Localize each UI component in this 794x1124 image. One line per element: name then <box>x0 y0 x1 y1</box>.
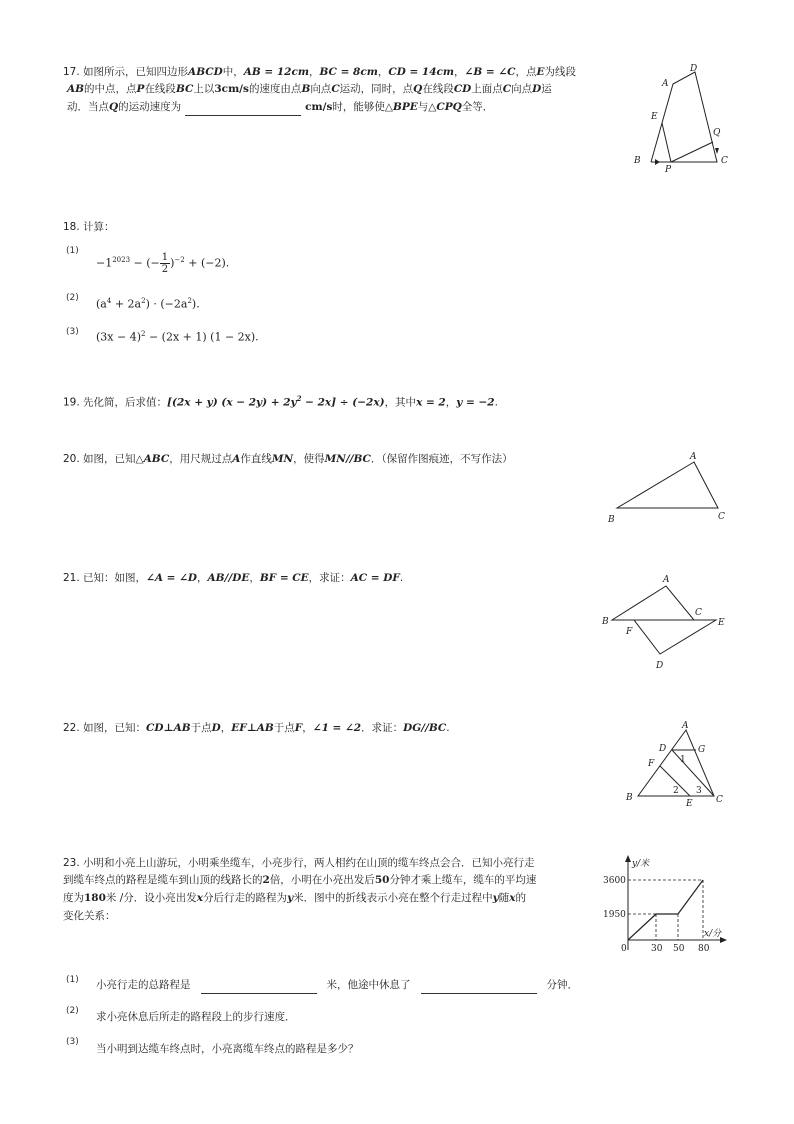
q23-text: 度为 <box>63 892 84 904</box>
q22-math: D <box>211 722 221 734</box>
q22-math: EF⊥AB <box>231 722 274 734</box>
q17-math: CD = 14cm <box>388 66 455 78</box>
q17-label-b: B <box>634 156 641 166</box>
q17-math: P <box>136 83 145 95</box>
q18-num2: (2) <box>66 293 79 303</box>
q21-text: . <box>399 572 404 584</box>
q17-text: ，点 <box>515 66 537 78</box>
q18-frac-den: 2 <box>161 264 169 275</box>
q17-label-q: Q <box>713 128 721 138</box>
q17-label-d: D <box>690 64 698 74</box>
q22-text: 于点 <box>273 722 295 734</box>
q17-text: 中， <box>222 66 244 78</box>
q23-ytick-3600: 3600 <box>603 876 626 886</box>
q19-text: . <box>494 396 498 409</box>
q17-math: ABCD <box>188 66 223 78</box>
q17-figure <box>628 62 733 177</box>
q22-text: . <box>446 722 450 734</box>
q18-expr3-exp: 2 <box>141 330 146 338</box>
q23-line2 <box>63 871 536 889</box>
q22-text: ．求证： <box>361 722 404 734</box>
q17-label-p: P <box>665 165 672 175</box>
q23-math: x <box>509 892 516 904</box>
q23-text: 随 <box>498 892 510 904</box>
q20-label-a: A <box>690 452 697 462</box>
q23-line4: 变化关系： <box>63 910 116 922</box>
q20-text: ．（保留作图痕迹，不写作法） <box>370 453 513 465</box>
q19-text: 19. 先化简，后求值： <box>63 396 168 409</box>
q23-math: 180 <box>84 892 106 904</box>
q22-label-e: E <box>686 799 693 809</box>
q22-label-f: F <box>648 759 655 769</box>
q23-graph <box>598 852 740 958</box>
q21-label-d: D <box>656 661 664 671</box>
q23-ytick-1950: 1950 <box>603 910 626 920</box>
q23-math: 50 <box>374 874 390 886</box>
q21-text: ， <box>197 572 208 584</box>
q23-xtick-30: 30 <box>651 944 663 954</box>
q22-math: DG//BC <box>403 722 447 734</box>
q17-text: 动．当点 <box>67 101 109 113</box>
q18-frac-num: 1 <box>161 252 169 263</box>
q20-text: ，使得 <box>293 453 325 465</box>
q20-math: A <box>232 453 241 465</box>
q21-label-b: B <box>602 617 609 627</box>
q23-sub1 <box>96 976 578 994</box>
q22-text: ， <box>220 722 232 734</box>
q17-label-a: A <box>662 79 669 89</box>
q23-xtick-50: 50 <box>673 944 685 954</box>
q23-num1: (1) <box>66 975 79 985</box>
q19-exp: 2 <box>296 394 302 403</box>
q22-math: CD⊥AB <box>146 722 191 734</box>
q18-expr3 <box>96 330 259 344</box>
q19-math: y = −2 <box>456 396 495 409</box>
q18-fraction <box>160 252 170 275</box>
q20-text: 作直线 <box>240 453 272 465</box>
q22-math: F <box>294 722 303 734</box>
q22-text: 22. 如图，已知： <box>63 722 147 734</box>
q19-line <box>63 390 498 412</box>
q19-text: ， <box>445 396 457 409</box>
q17-math: △CPQ <box>428 101 462 113</box>
q22-label-g: G <box>698 745 706 755</box>
q20-figure <box>600 448 740 528</box>
q23-xtick-0: 0 <box>621 944 627 954</box>
q17-text: ， <box>454 66 465 78</box>
q22-label-c: C <box>716 795 723 805</box>
q22-math: ∠1 = ∠2 <box>312 722 362 734</box>
q17-line2 <box>67 80 552 98</box>
q23-line1: 23. 小明和小亮上山游玩，小明乘坐缆车，小亮步行，两人相约在山顶的缆车终点会合．已知小亮行走 <box>63 857 535 869</box>
q20-text: 20. 如图，已知 <box>63 453 136 465</box>
q20-math: MN <box>271 453 294 465</box>
q17-answer-blank[interactable] <box>185 103 301 116</box>
q21-label-c: C <box>695 608 702 618</box>
q22-text: ， <box>302 722 313 734</box>
q17-math: AB <box>67 83 85 95</box>
q18-expr2 <box>96 297 200 311</box>
q21-math: AC = DF <box>350 572 400 584</box>
q18-expr2-part: + 2a <box>111 297 142 311</box>
q23-sub1-text: 米，他途中休息了 <box>326 979 411 991</box>
q17-text: 的中点，点 <box>84 83 137 95</box>
q23-xtick-80: 80 <box>698 944 710 954</box>
q17-math: D <box>532 83 542 95</box>
q21-math: AB//DE <box>207 572 250 584</box>
q18-expr1-part: ) <box>170 256 175 270</box>
q18-expr2-part: ) · (−2a <box>145 297 188 311</box>
q18-expr1-part: −1 <box>96 256 113 270</box>
q17-text: 上面点 <box>471 83 503 95</box>
q18-expr2-exp: 4 <box>106 297 112 305</box>
q17-text: 时，能够使 <box>332 101 385 113</box>
q17-math: 3cm/s <box>214 83 249 95</box>
q18-expr3-part: − (2x + 1) (1 − 2x). <box>145 330 259 344</box>
q18-num3: (3) <box>66 327 79 337</box>
q17-text: 向点 <box>511 83 533 95</box>
q19-math: − 2x] ÷ (−2x) <box>301 396 385 409</box>
q17-text: 的运动速度为 <box>118 101 182 113</box>
q19-text: ，其中 <box>384 396 417 409</box>
q17-math: CD <box>453 83 472 95</box>
q23-sub1-text: 分钟． <box>546 979 578 991</box>
q21-label-f: F <box>626 627 633 637</box>
q17-math: C <box>331 83 340 95</box>
q23-text: 倍，小明在小亮出发后 <box>269 874 375 886</box>
q17-math: cm/s <box>305 101 333 113</box>
q17-math: Q <box>109 101 119 113</box>
q23-sub2: 求小亮休息后所走的路程段上的步行速度． <box>96 1011 296 1023</box>
q18-title: 18. 计算： <box>63 221 115 233</box>
q21-math: ∠A = ∠D <box>146 572 198 584</box>
q17-text: 运 <box>541 83 552 95</box>
q17-text: 为线段 <box>544 66 576 78</box>
q17-text: ， <box>308 66 320 78</box>
q17-text: 与 <box>417 101 429 113</box>
q23-line3 <box>63 889 526 907</box>
q20-line <box>63 450 513 468</box>
q22-label-b: B <box>626 793 633 803</box>
q17-label-e: E <box>651 112 658 122</box>
q23-num3: (3) <box>66 1037 79 1047</box>
q20-math: △ABC <box>135 453 170 465</box>
q23-text: 的 <box>515 892 527 904</box>
q23-blank-rest[interactable] <box>421 981 537 994</box>
q17-math: BC = 8cm <box>319 66 378 78</box>
q22-text: 于点 <box>190 722 212 734</box>
q23-graph-ylabel: y/米 <box>632 859 650 869</box>
q20-text: ，用尺规过点 <box>169 453 233 465</box>
q17-math: △BPE <box>384 101 418 113</box>
q17-text: 向点 <box>310 83 332 95</box>
q23-text: 分后行走的路程为 <box>203 892 288 904</box>
q22-line <box>63 719 450 737</box>
q18-expr1-part: − (− <box>130 256 160 270</box>
q21-figure <box>598 570 738 674</box>
q18-expr2-exp: 2 <box>187 297 192 305</box>
q20-label-b: B <box>608 515 615 525</box>
q18-expr2-part: ). <box>191 297 200 311</box>
q17-math: E <box>536 66 545 78</box>
q18-expr2-exp: 2 <box>141 297 146 305</box>
q17-line1 <box>63 63 576 81</box>
q21-label-e: E <box>718 618 725 628</box>
q23-math: x <box>196 892 204 904</box>
q22-figure <box>620 718 730 812</box>
q23-graph-xlabel: x/分 <box>704 929 722 939</box>
q17-math: C <box>502 83 512 95</box>
q17-label-c: C <box>721 156 728 166</box>
q20-label-c: C <box>718 512 725 522</box>
q18-expr1-exp: 2023 <box>112 255 131 264</box>
q23-text: 米 /分．设小亮出发 <box>105 892 197 904</box>
q18-expr2-part: (a <box>96 297 107 311</box>
q17-math: B <box>301 83 311 95</box>
q17-text: 上以 <box>193 83 215 95</box>
q22-angle-2: 2 <box>673 786 679 796</box>
q20-math: MN//BC <box>324 453 371 465</box>
q23-sub3: 当小明到达缆车终点时，小亮离缆车终点的路程是多少？ <box>96 1043 359 1055</box>
q23-text: 米．图中的折线表示小亮在整个行走过程中 <box>293 892 493 904</box>
q23-math: y <box>492 892 499 904</box>
q21-text: ，求证： <box>308 572 351 584</box>
q22-label-a: A <box>682 721 689 731</box>
q17-text: 在线段 <box>144 83 176 95</box>
q19-math: x = 2 <box>416 396 446 409</box>
q21-label-a: A <box>663 575 670 585</box>
q17-text: 的速度由点 <box>248 83 302 95</box>
q22-angle-3: 3 <box>696 786 702 796</box>
q18-expr1-part: + (−2). <box>184 256 230 270</box>
q23-num2: (2) <box>66 1006 79 1016</box>
q23-blank-total[interactable] <box>201 981 317 994</box>
q17-math: BC <box>175 83 194 95</box>
q17-math: Q <box>413 83 423 95</box>
q17-math: ∠B = ∠C <box>464 66 516 78</box>
q17-text: 17. 如图所示，已知四边形 <box>63 66 189 78</box>
q23-math: 2 <box>262 874 270 886</box>
q23-text: 分钟才乘上缆车，缆车的平均速 <box>389 874 537 886</box>
q21-math: BF = CE <box>259 572 309 584</box>
q18-expr1-exp: −2 <box>174 255 185 264</box>
q21-text: 21. 已知：如图， <box>63 572 147 584</box>
q23-math: y <box>287 892 294 904</box>
q17-text: 全等． <box>461 101 494 113</box>
q22-angle-1: 1 <box>680 755 686 765</box>
q23-text: 到缆车终点的路程是缆车到山顶的线路长的 <box>63 874 263 886</box>
q23-sub1-text: 小亮行走的总路程是 <box>96 979 191 991</box>
q17-text: ， <box>377 66 389 78</box>
q22-label-d: D <box>659 744 667 754</box>
q18-num1: (1) <box>66 246 79 256</box>
q17-math: AB = 12cm <box>243 66 309 78</box>
q18-expr3-part: (3x − 4) <box>96 330 141 344</box>
q21-line <box>63 569 403 587</box>
q21-text: ， <box>249 572 260 584</box>
q17-text: 运动，同时，点 <box>339 83 414 95</box>
q19-math: [(2x + y) (x − 2y) + 2y <box>167 396 297 409</box>
q17-line3 <box>67 98 493 116</box>
q17-text: 在线段 <box>422 83 454 95</box>
q18-expr1 <box>96 252 229 275</box>
